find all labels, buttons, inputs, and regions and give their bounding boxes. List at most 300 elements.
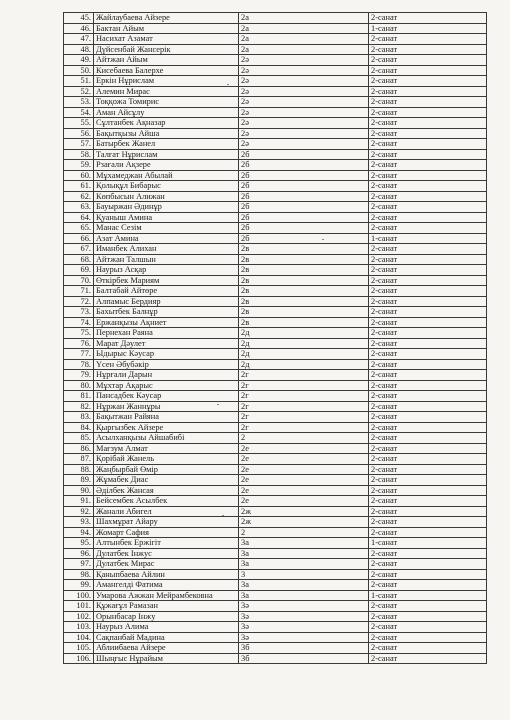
student-name: Орынбасар Інжу <box>94 611 239 622</box>
table-row <box>64 34 487 45</box>
table-row <box>64 233 487 244</box>
row-number: 56. <box>64 128 94 139</box>
row-number: 63. <box>64 202 94 213</box>
class-label: 2ж <box>239 517 369 528</box>
category-label: 2-санат <box>369 527 487 538</box>
row-number: 49. <box>64 55 94 66</box>
class-label: 2г <box>239 412 369 423</box>
row-number: 50. <box>64 65 94 76</box>
student-name: Қыргызбек Айзере <box>94 422 239 433</box>
student-name: Рзағали Ақзере <box>94 160 239 171</box>
class-label: 2г <box>239 370 369 381</box>
row-number: 81. <box>64 391 94 402</box>
row-number: 68. <box>64 254 94 265</box>
scan-speck <box>227 84 229 85</box>
student-name: Сақпанбай Мадина <box>94 632 239 643</box>
category-label: 2-санат <box>369 443 487 454</box>
row-number: 53. <box>64 97 94 108</box>
category-label: 2-санат <box>369 359 487 370</box>
class-label: 3а <box>239 590 369 601</box>
row-number: 76. <box>64 338 94 349</box>
row-number: 98. <box>64 569 94 580</box>
category-label: 2-санат <box>369 632 487 643</box>
class-label: 2в <box>239 317 369 328</box>
row-number: 91. <box>64 496 94 507</box>
category-label: 1-санат <box>369 23 487 34</box>
student-name: Умарова Ажжан Мейрамбековна <box>94 590 239 601</box>
table-row <box>64 55 487 66</box>
class-label: 2е <box>239 475 369 486</box>
class-label: 3б <box>239 653 369 664</box>
row-number: 70. <box>64 275 94 286</box>
table-row <box>64 13 487 24</box>
class-label: 2б <box>239 170 369 181</box>
class-label: 2в <box>239 296 369 307</box>
table-row <box>64 433 487 444</box>
row-number: 65. <box>64 223 94 234</box>
category-label: 2-санат <box>369 401 487 412</box>
student-name: Насихат Азамат <box>94 34 239 45</box>
row-number: 78. <box>64 359 94 370</box>
student-name: Дулатбек Інжус <box>94 548 239 559</box>
category-label: 2-санат <box>369 107 487 118</box>
row-number: 79. <box>64 370 94 381</box>
class-label: 2б <box>239 223 369 234</box>
student-name: Алпамыс Бердияр <box>94 296 239 307</box>
category-label: 2-санат <box>369 412 487 423</box>
student-name: Нұржан Жаннұры <box>94 401 239 412</box>
table-row <box>64 506 487 517</box>
row-number: 103. <box>64 622 94 633</box>
row-number: 45. <box>64 13 94 24</box>
class-label: 2ә <box>239 65 369 76</box>
student-name: Бактан Айым <box>94 23 239 34</box>
class-label: 2г <box>239 391 369 402</box>
table-row <box>64 191 487 202</box>
category-label: 2-санат <box>369 13 487 24</box>
student-name: Сұлтанбек Ақназар <box>94 118 239 129</box>
class-label: 2ә <box>239 118 369 129</box>
student-name: Алемин Мирас <box>94 86 239 97</box>
row-number: 54. <box>64 107 94 118</box>
row-number: 57. <box>64 139 94 150</box>
table-row <box>64 464 487 475</box>
table-row <box>64 475 487 486</box>
table-row <box>64 170 487 181</box>
student-name: Қаныпбаева Айлин <box>94 569 239 580</box>
class-label: 2ә <box>239 107 369 118</box>
class-label: 2а <box>239 13 369 24</box>
table-row <box>64 307 487 318</box>
category-label: 2-санат <box>369 433 487 444</box>
student-name: Иманбек Алихан <box>94 244 239 255</box>
row-number: 47. <box>64 34 94 45</box>
table-row <box>64 653 487 664</box>
student-roster-table <box>63 12 487 664</box>
student-name: Жаңбырбай Өмір <box>94 464 239 475</box>
category-label: 2-санат <box>369 181 487 192</box>
category-label: 2-санат <box>369 275 487 286</box>
category-label: 2-санат <box>369 643 487 654</box>
row-number: 89. <box>64 475 94 486</box>
row-number: 105. <box>64 643 94 654</box>
class-label: 2б <box>239 181 369 192</box>
table-row <box>64 412 487 423</box>
class-label: 2в <box>239 275 369 286</box>
student-name: Марат Дәулет <box>94 338 239 349</box>
row-number: 101. <box>64 601 94 612</box>
class-label: 2б <box>239 149 369 160</box>
table-row <box>64 223 487 234</box>
category-label: 2-санат <box>369 380 487 391</box>
table-row <box>64 338 487 349</box>
table-row <box>64 317 487 328</box>
table-row <box>64 559 487 570</box>
class-label: 2д <box>239 349 369 360</box>
class-label: 2в <box>239 254 369 265</box>
student-name: Амангелді Фатима <box>94 580 239 591</box>
category-label: 2-санат <box>369 286 487 297</box>
table-row <box>64 118 487 129</box>
table-row <box>64 359 487 370</box>
student-name: Айтжан Талшын <box>94 254 239 265</box>
table-row <box>64 44 487 55</box>
row-number: 96. <box>64 548 94 559</box>
category-label: 2-санат <box>369 191 487 202</box>
student-name: Мұхтар Ақарыс <box>94 380 239 391</box>
category-label: 2-санат <box>369 611 487 622</box>
row-number: 95. <box>64 538 94 549</box>
student-name: Өткірбек Мариям <box>94 275 239 286</box>
row-number: 64. <box>64 212 94 223</box>
category-label: 2-санат <box>369 44 487 55</box>
category-label: 2-санат <box>369 317 487 328</box>
row-number: 69. <box>64 265 94 276</box>
row-number: 82. <box>64 401 94 412</box>
table-row <box>64 580 487 591</box>
category-label: 2-санат <box>369 622 487 633</box>
student-name: Бақытқызы Айша <box>94 128 239 139</box>
table-row <box>64 622 487 633</box>
category-label: 2-санат <box>369 328 487 339</box>
student-name: Шыңғыс Нұрайым <box>94 653 239 664</box>
class-label: 2д <box>239 328 369 339</box>
class-label: 3ә <box>239 611 369 622</box>
class-label: 2в <box>239 265 369 276</box>
class-label: 2г <box>239 422 369 433</box>
table-row <box>64 139 487 150</box>
student-name: Жайлаубаева Айзере <box>94 13 239 24</box>
category-label: 2-санат <box>369 149 487 160</box>
category-label: 2-санат <box>369 506 487 517</box>
category-label: 2-санат <box>369 128 487 139</box>
category-label: 2-санат <box>369 265 487 276</box>
row-number: 106. <box>64 653 94 664</box>
category-label: 2-санат <box>369 296 487 307</box>
row-number: 62. <box>64 191 94 202</box>
table-row <box>64 65 487 76</box>
row-number: 92. <box>64 506 94 517</box>
student-name: Тоққожа Томирис <box>94 97 239 108</box>
class-label: 2ә <box>239 139 369 150</box>
class-label: 2ә <box>239 55 369 66</box>
category-label: 2-санат <box>369 212 487 223</box>
student-name: Ыдырыс Кәусар <box>94 349 239 360</box>
category-label: 2-санат <box>369 223 487 234</box>
category-label: 2-санат <box>369 160 487 171</box>
category-label: 2-санат <box>369 76 487 87</box>
table-row <box>64 401 487 412</box>
class-label: 3ә <box>239 622 369 633</box>
student-name: Талғат Нұрислам <box>94 149 239 160</box>
category-label: 2-санат <box>369 139 487 150</box>
table-row <box>64 86 487 97</box>
row-number: 104. <box>64 632 94 643</box>
row-number: 86. <box>64 443 94 454</box>
category-label: 2-санат <box>369 601 487 612</box>
row-number: 60. <box>64 170 94 181</box>
student-name: Қолықұл Бибарыс <box>94 181 239 192</box>
category-label: 2-санат <box>369 34 487 45</box>
category-label: 2-санат <box>369 202 487 213</box>
category-label: 2-санат <box>369 65 487 76</box>
table-row <box>64 422 487 433</box>
table-row <box>64 254 487 265</box>
row-number: 71. <box>64 286 94 297</box>
row-number: 59. <box>64 160 94 171</box>
table-row <box>64 611 487 622</box>
class-label: 2 <box>239 433 369 444</box>
row-number: 73. <box>64 307 94 318</box>
table-row <box>64 149 487 160</box>
student-name: Әділбек Жансая <box>94 485 239 496</box>
category-label: 2-санат <box>369 548 487 559</box>
student-name: Бақытжан Райяна <box>94 412 239 423</box>
row-number: 74. <box>64 317 94 328</box>
table-row <box>64 601 487 612</box>
student-name: Жомарт Сафия <box>94 527 239 538</box>
row-number: 67. <box>64 244 94 255</box>
class-label: 2б <box>239 233 369 244</box>
class-label: 2а <box>239 34 369 45</box>
category-label: 2-санат <box>369 559 487 570</box>
table-row <box>64 202 487 213</box>
table-row <box>64 212 487 223</box>
table-row <box>64 380 487 391</box>
student-name: Бахытбек Балнұр <box>94 307 239 318</box>
student-name: Үсен Әбубәкір <box>94 359 239 370</box>
class-label: 2б <box>239 191 369 202</box>
student-name: Айтжан Айым <box>94 55 239 66</box>
student-name: Кисебаева Балерхе <box>94 65 239 76</box>
category-label: 2-санат <box>369 517 487 528</box>
student-name: Асылханқызы Айшабибі <box>94 433 239 444</box>
table-row <box>64 485 487 496</box>
student-name: Дулатбек Мирас <box>94 559 239 570</box>
student-name: Дүйсенбай Жансерік <box>94 44 239 55</box>
row-number: 58. <box>64 149 94 160</box>
class-label: 2а <box>239 44 369 55</box>
student-name: Наурыз Алима <box>94 622 239 633</box>
row-number: 99. <box>64 580 94 591</box>
table-row <box>64 538 487 549</box>
table-row <box>64 349 487 360</box>
student-name: Мұхамеджан Абылай <box>94 170 239 181</box>
row-number: 77. <box>64 349 94 360</box>
row-number: 94. <box>64 527 94 538</box>
table-row <box>64 496 487 507</box>
row-number: 48. <box>64 44 94 55</box>
row-number: 72. <box>64 296 94 307</box>
student-name: Азат Амина <box>94 233 239 244</box>
table-row <box>64 97 487 108</box>
class-label: 2д <box>239 359 369 370</box>
category-label: 2-санат <box>369 307 487 318</box>
category-label: 2-санат <box>369 170 487 181</box>
row-number: 55. <box>64 118 94 129</box>
table-row <box>64 370 487 381</box>
table-row <box>64 23 487 34</box>
class-label: 2ә <box>239 76 369 87</box>
student-name: Жұмабек Диас <box>94 475 239 486</box>
row-number: 100. <box>64 590 94 601</box>
row-number: 90. <box>64 485 94 496</box>
table-row <box>64 443 487 454</box>
class-label: 2д <box>239 338 369 349</box>
category-label: 2-санат <box>369 370 487 381</box>
student-name: Нұрғали Дарын <box>94 370 239 381</box>
student-name: Қорібай Жанель <box>94 454 239 465</box>
table-row <box>64 160 487 171</box>
category-label: 2-санат <box>369 422 487 433</box>
class-label: 3а <box>239 559 369 570</box>
table-row <box>64 296 487 307</box>
scan-speck <box>217 404 219 405</box>
row-number: 75. <box>64 328 94 339</box>
class-label: 2г <box>239 380 369 391</box>
class-label: 2ә <box>239 128 369 139</box>
category-label: 2-санат <box>369 580 487 591</box>
student-name: Аман Айсұлу <box>94 107 239 118</box>
student-name: Шахмұрат Айару <box>94 517 239 528</box>
student-name: Бауыржан Әдинұр <box>94 202 239 213</box>
category-label: 2-санат <box>369 475 487 486</box>
student-name: Пансадбек Кәусар <box>94 391 239 402</box>
table-row <box>64 643 487 654</box>
student-name: Манас Сезім <box>94 223 239 234</box>
class-label: 2в <box>239 286 369 297</box>
category-label: 1-санат <box>369 590 487 601</box>
category-label: 2-санат <box>369 254 487 265</box>
scan-speck <box>222 515 224 516</box>
row-number: 93. <box>64 517 94 528</box>
class-label: 3ә <box>239 632 369 643</box>
student-name: Наурыз Асқар <box>94 265 239 276</box>
table-row <box>64 328 487 339</box>
class-label: 2ә <box>239 86 369 97</box>
category-label: 2-санат <box>369 118 487 129</box>
row-number: 51. <box>64 76 94 87</box>
student-name: Еркін Нұрислам <box>94 76 239 87</box>
class-label: 2е <box>239 464 369 475</box>
student-name: Бейсембек Асылбек <box>94 496 239 507</box>
row-number: 66. <box>64 233 94 244</box>
class-label: 2а <box>239 23 369 34</box>
row-number: 87. <box>64 454 94 465</box>
roster-body <box>64 13 487 664</box>
class-label: 2е <box>239 443 369 454</box>
table-row <box>64 517 487 528</box>
class-label: 2в <box>239 244 369 255</box>
category-label: 2-санат <box>369 496 487 507</box>
class-label: 2г <box>239 401 369 412</box>
category-label: 2-санат <box>369 244 487 255</box>
row-number: 83. <box>64 412 94 423</box>
student-name: Құжағұл Рамазан <box>94 601 239 612</box>
table-row <box>64 569 487 580</box>
table-row <box>64 548 487 559</box>
table-row <box>64 590 487 601</box>
category-label: 2-санат <box>369 653 487 664</box>
class-label: 2б <box>239 212 369 223</box>
row-number: 84. <box>64 422 94 433</box>
category-label: 1-санат <box>369 233 487 244</box>
class-label: 2б <box>239 160 369 171</box>
class-label: 2е <box>239 485 369 496</box>
student-name: Мағзум Алмат <box>94 443 239 454</box>
student-name: Пернехан Раяна <box>94 328 239 339</box>
category-label: 2-санат <box>369 454 487 465</box>
row-number: 52. <box>64 86 94 97</box>
category-label: 1-санат <box>369 538 487 549</box>
table-row <box>64 454 487 465</box>
class-label: 2в <box>239 307 369 318</box>
class-label: 3а <box>239 580 369 591</box>
class-label: 3а <box>239 538 369 549</box>
category-label: 2-санат <box>369 349 487 360</box>
student-name: Көпбысын Алижан <box>94 191 239 202</box>
category-label: 2-санат <box>369 569 487 580</box>
row-number: 102. <box>64 611 94 622</box>
scan-speck <box>322 239 324 240</box>
category-label: 2-санат <box>369 338 487 349</box>
table-row <box>64 244 487 255</box>
category-label: 2-санат <box>369 86 487 97</box>
student-name: Ержанқызы Ақниет <box>94 317 239 328</box>
table-row <box>64 107 487 118</box>
category-label: 2-санат <box>369 97 487 108</box>
student-name: Қуаныш Амина <box>94 212 239 223</box>
student-name: Балтабай Айтөре <box>94 286 239 297</box>
row-number: 85. <box>64 433 94 444</box>
class-label: 3б <box>239 643 369 654</box>
class-label: 3 <box>239 569 369 580</box>
table-row <box>64 181 487 192</box>
class-label: 2ә <box>239 97 369 108</box>
table-row <box>64 128 487 139</box>
student-name: Алтынбек Ержігіт <box>94 538 239 549</box>
category-label: 2-санат <box>369 55 487 66</box>
category-label: 2-санат <box>369 391 487 402</box>
class-label: 3ә <box>239 601 369 612</box>
table-row <box>64 391 487 402</box>
class-label: 2ж <box>239 506 369 517</box>
class-label: 3а <box>239 548 369 559</box>
student-name: Батырбек Жанел <box>94 139 239 150</box>
class-label: 2е <box>239 496 369 507</box>
table-row <box>64 275 487 286</box>
row-number: 46. <box>64 23 94 34</box>
